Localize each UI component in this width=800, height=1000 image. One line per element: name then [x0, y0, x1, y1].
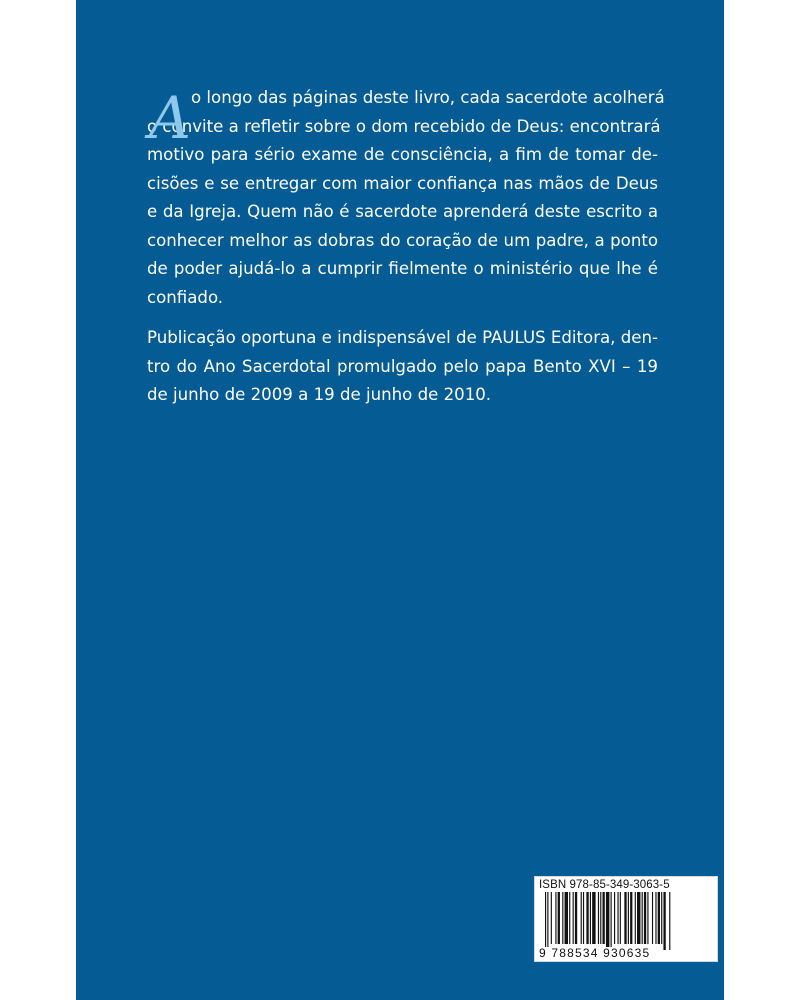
blurb-text [147, 84, 665, 410]
barcode-bar [551, 892, 552, 944]
barcode-bar [558, 892, 560, 944]
barcode-bar [547, 892, 548, 950]
barcode-bars [543, 892, 711, 950]
text-line: tro do Ano Sacerdotal promulgado pelo papa Bento XVI – 19 [147, 356, 658, 376]
barcode-bar [658, 892, 660, 944]
barcode-bar [620, 892, 621, 944]
barcode-bar [600, 892, 601, 944]
barcode-bar [606, 892, 609, 950]
text-line: e da Igreja. Quem não é sacerdote aprenderá deste escrito a [147, 202, 658, 221]
text-line: motivo para sério exame de consciência, a fim de tomar de- [147, 145, 658, 164]
barcode-bar [617, 892, 618, 944]
text-line: Publicação oportuna e indispensável de PAULUS Editora, den- [147, 328, 658, 347]
barcode-bar [573, 892, 574, 944]
barcode-bar [628, 892, 629, 944]
barcode-bar [569, 892, 570, 944]
barcode-bar [647, 892, 648, 944]
barcode-bar [655, 892, 656, 944]
dropcap-letter: A [149, 84, 189, 152]
barcode-bar [565, 892, 568, 944]
barcode-bar [630, 892, 632, 944]
barcode-bar [603, 892, 605, 944]
text-line: confiado. [147, 287, 224, 307]
barcode-bar [598, 892, 599, 944]
isbn-label: ISBN 978-85-349-3063-5 [539, 879, 670, 891]
barcode-bar [624, 892, 626, 944]
barcode-digits: 9 788534 930635 [539, 946, 651, 960]
barcode-bar [614, 892, 615, 944]
barcode-bar [583, 892, 584, 944]
barcode-bar [661, 892, 662, 944]
barcode-bar [669, 892, 670, 950]
paragraph-2 [147, 324, 658, 410]
text-line: de junho de 2009 a 19 de junho de 2010. [147, 385, 492, 404]
barcode-bar [592, 892, 595, 944]
barcode-bar [644, 892, 646, 944]
barcode-bar [555, 892, 556, 944]
barcode-bar [581, 892, 582, 944]
text-line: cisões e se entregar com maior confiança nas mãos de Deus [147, 173, 658, 193]
barcode-bar [575, 892, 577, 944]
barcode-bar [545, 892, 546, 950]
back-cover [76, 0, 724, 1000]
barcode-bar [590, 892, 591, 944]
barcode-bar [637, 892, 640, 944]
text-line: de poder ajudá-lo a cumprir fielmente o ministério que lhe é [147, 259, 658, 278]
barcode-bar [586, 892, 588, 944]
text-line: o longo das páginas deste livro, cada sacerdote acolherá [191, 88, 665, 107]
barcode-bar [642, 892, 643, 944]
barcode-bar [635, 892, 636, 944]
barcode-bar [663, 892, 665, 950]
text-line: o convite a refletir sobre o dom recebido de Deus: encontrará [147, 116, 661, 136]
barcode-bar [652, 892, 653, 944]
text-line: conhecer melhor as dobras do coração de um padre, a ponto [147, 230, 658, 250]
isbn-barcode [534, 876, 718, 962]
barcode-bar [562, 892, 563, 944]
paragraph-1 [147, 84, 665, 312]
barcode-bar [611, 892, 612, 950]
